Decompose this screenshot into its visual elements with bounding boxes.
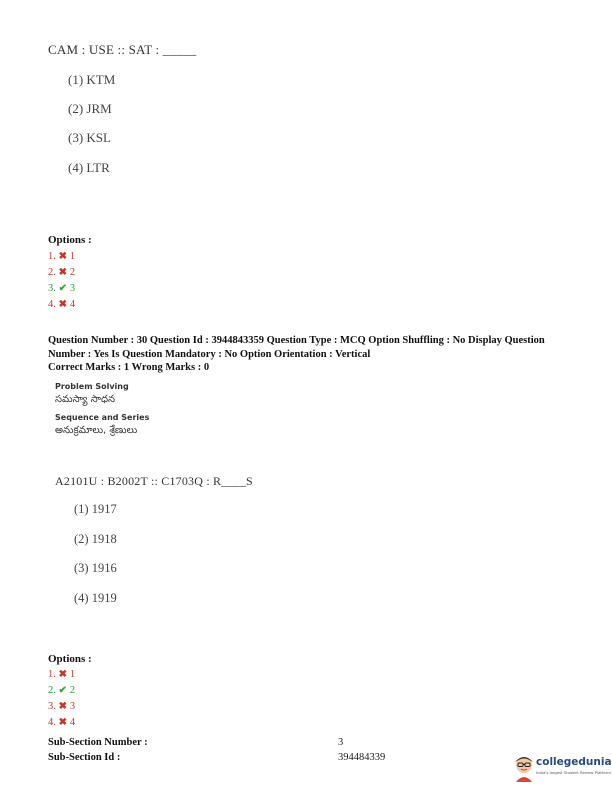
cross-icon: ✖ [58, 701, 68, 712]
cross-icon: ✖ [58, 717, 68, 728]
question-stem: CAM : USE :: SAT : _____ [48, 42, 197, 57]
subsection-id-label: Sub-Section Id : [48, 752, 121, 763]
question-option: (4) 1919 [74, 591, 117, 605]
question-option: (2) JRM [68, 101, 112, 116]
answer-option-row: 4. ✖ 4 [48, 717, 76, 728]
cross-icon: ✖ [58, 299, 68, 310]
question-option: (3) 1916 [74, 561, 117, 575]
subtopic-label-telugu: అనుక్రమాలు, శ్రేణులు [55, 425, 138, 436]
question-option: (3) KSL [68, 130, 111, 145]
question-option: (4) LTR [68, 160, 110, 175]
answer-option-row: 3. ✔ 3 [48, 283, 76, 294]
check-icon: ✔ [58, 685, 68, 696]
answer-option-row: 2. ✖ 2 [48, 267, 76, 278]
answer-option-row: 4. ✖ 4 [48, 299, 76, 310]
marks-line: Correct Marks : 1 Wrong Marks : 0 [48, 362, 210, 373]
brand-logo [512, 752, 612, 786]
brand-name: collegedunia [536, 756, 612, 768]
answer-option-row: 3. ✖ 3 [48, 701, 76, 712]
topic-label: Problem Solving [55, 382, 129, 391]
subsection-id-value: 394484339 [338, 752, 386, 763]
question-option: (1) 1917 [74, 502, 117, 516]
question-stem: A2101U : B2002T :: C1703Q : R____S [55, 474, 253, 488]
cross-icon: ✖ [58, 251, 68, 262]
question-option: (2) 1918 [74, 532, 117, 546]
question-metadata [48, 334, 578, 375]
subsection-number-label: Sub-Section Number : [48, 737, 148, 748]
subsection-number-value: 3 [338, 737, 344, 748]
question-option: (1) KTM [68, 72, 116, 87]
answer-option-row: 2. ✔ 2 [48, 685, 76, 696]
answer-option-row: 1. ✖ 1 [48, 251, 76, 262]
answer-option-row: 1. ✖ 1 [48, 669, 76, 680]
topic-label-telugu: సమస్యా సాధన [55, 394, 116, 405]
subtopic-label: Sequence and Series [55, 413, 150, 422]
student-avatar-icon [512, 752, 536, 782]
brand-tagline: India's largest Student Review Platform [536, 770, 611, 775]
options-heading: Options : [48, 234, 92, 246]
options-heading: Options : [48, 653, 92, 665]
cross-icon: ✖ [58, 267, 68, 278]
question-meta-line: Question Number : 30 Question Id : 3944843359 Question Type : MCQ Option Shuffling : No Display Question Number : Yes Is Question Mandatory : No Option Orientation : Vertical [48, 335, 545, 360]
check-icon: ✔ [58, 283, 68, 294]
cross-icon: ✖ [58, 669, 68, 680]
